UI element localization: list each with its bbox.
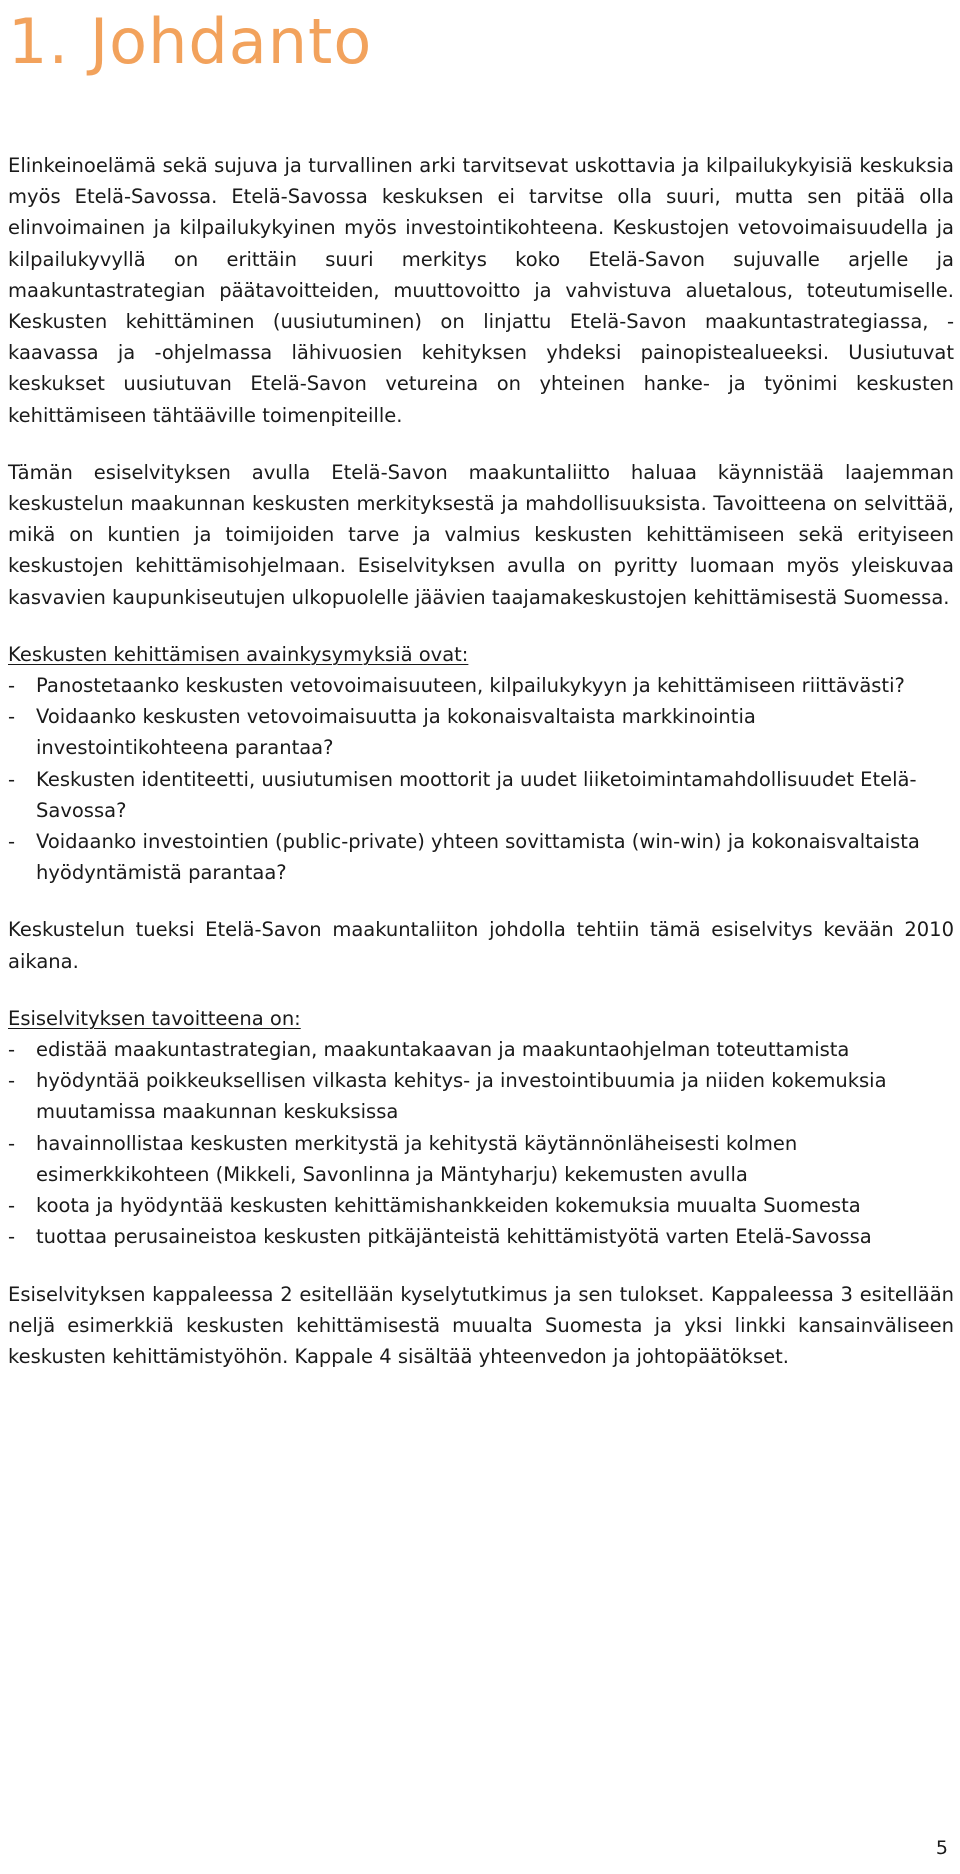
structure-paragraph: Esiselvityksen kappaleessa 2 esitellään kyselytutkimus ja sen tulokset. Kappaleessa 3 esitellään neljä esimerkkiä keskusten kehittämisestä muualta Suomesta ja yksi linkki kansainväliseen keskusten kehittämistyöhön. Kappale 4 sisältää yhteenvedon ja johtopäätökset. xyxy=(8,1282,954,1368)
intro-paragraph: Elinkeinoelämä sekä sujuva ja turvallinen arki tarvitsevat uskottavia ja kilpailukykyisiä keskuksia myös Etelä-Savossa. Etelä-Savossa keskuksen ei tarvitse olla suuri, mutta sen pitää olla elinvoimainen ja kilpailukykyinen myös investointikohteena. Keskustojen vetovoimaisuudella ja kilpailukyvyllä on erittäin suuri merkitys koko Etelä-Savon sujuvalle arjelle ja maakuntastrategian päätavoitteiden, muuttovoitto ja vahvistuva aluetalous, toteutumiselle. Keskusten kehittäminen (uusiutuminen) on linjattu Etelä-Savon maakuntastrategiassa, -kaavassa ja -ohjelmassa lähivuosien kehityksen yhdeksi painopistealueeksi. Uusiutuvat keskukset uusiutuvan Etelä-Savon vetureina on yhteinen hanke- ja työnimi keskusten kehittämiseen tähtääville toimenpiteille. xyxy=(8,154,954,427)
dash-marker: - xyxy=(8,1194,16,1218)
spacer xyxy=(8,977,954,1003)
list-item xyxy=(8,764,954,826)
document-body xyxy=(8,150,954,1372)
list-item-text: Keskusten identiteetti, uusiutumisen moottorit ja uudet liiketoimintamahdollisuudet Etelä-Savossa? xyxy=(36,767,917,822)
list-item xyxy=(8,1128,954,1190)
list-item-text: Voidaanko investointien (public-private) yhteen sovittamista (win-win) ja kokonaisvaltaista hyödyntämistä parantaa? xyxy=(36,830,920,885)
dash-marker: - xyxy=(8,674,16,698)
list-item xyxy=(8,670,954,701)
page-number: 5 xyxy=(935,1837,948,1859)
list-item xyxy=(8,826,954,888)
goals-heading: Esiselvityksen tavoitteena on: xyxy=(8,1006,301,1030)
list-item xyxy=(8,701,954,763)
dash-marker: - xyxy=(8,767,16,791)
list-item xyxy=(8,1065,954,1127)
dash-marker: - xyxy=(8,830,16,854)
list-item xyxy=(8,1190,954,1221)
list-item-text: Voidaanko keskusten vetovoimaisuutta ja kokonaisvaltaista markkinointia investointikohteena parantaa? xyxy=(36,705,756,760)
support-paragraph: Keskustelun tueksi Etelä-Savon maakuntaliiton johdolla tehtiin tämä esiselvitys kevään 2010 aikana. xyxy=(8,918,954,973)
spacer xyxy=(8,431,954,457)
spacer xyxy=(8,613,954,639)
list-item-text: koota ja hyödyntää keskusten kehittämishankkeiden kokemuksia muualta Suomesta xyxy=(36,1194,861,1218)
list-item-text: havainnollistaa keskusten merkitystä ja kehitystä käytännönläheisesti kolmen esimerkkikohteen (Mikkeli, Savonlinna ja Mäntyharju) kekemusten avulla xyxy=(36,1131,798,1186)
list-item xyxy=(8,1034,954,1065)
list-item xyxy=(8,1221,954,1252)
list-item-text: tuottaa perusaineistoa keskusten pitkäjänteistä kehittämistyötä varten Etelä-Savossa xyxy=(36,1225,872,1249)
spacer xyxy=(8,888,954,914)
dash-marker: - xyxy=(8,1225,16,1249)
list-item-text: Panostetaanko keskusten vetovoimaisuuteen, kilpailukykyyn ja kehittämiseen riittävästi? xyxy=(36,674,905,698)
questions-heading: Keskusten kehittämisen avainkysymyksiä ovat: xyxy=(8,642,469,666)
dash-marker: - xyxy=(8,1038,16,1062)
purpose-paragraph: Tämän esiselvityksen avulla Etelä-Savon maakuntaliitto haluaa käynnistää laajemman keskustelun maakunnan keskusten merkityksestä ja mahdollisuuksista. Tavoitteena on selvittää, mikä on kuntien ja toimijoiden tarve ja valmius keskusten kehittämiseen sekä erityiseen keskustojen kehittämisohjelmaan. Esiselvityksen avulla on pyritty luomaan myös yleiskuvaa kasvavien kaupunkiseutujen ulkopuolelle jäävien taajamakeskustojen kehittämisestä Suomessa. xyxy=(8,460,954,609)
goals-list xyxy=(8,1034,954,1252)
page-title: 1. Johdanto xyxy=(8,5,373,78)
list-item-text: hyödyntää poikkeuksellisen vilkasta kehitys- ja investointibuumia ja niiden kokemuksia muutamissa maakunnan keskuksissa xyxy=(36,1069,887,1124)
dash-marker: - xyxy=(8,1069,16,1093)
questions-list xyxy=(8,670,954,888)
list-item-text: edistää maakuntastrategian, maakuntakaavan ja maakuntaohjelman toteuttamista xyxy=(36,1038,850,1062)
spacer xyxy=(8,1253,954,1279)
dash-marker: - xyxy=(8,1131,16,1155)
dash-marker: - xyxy=(8,705,16,729)
